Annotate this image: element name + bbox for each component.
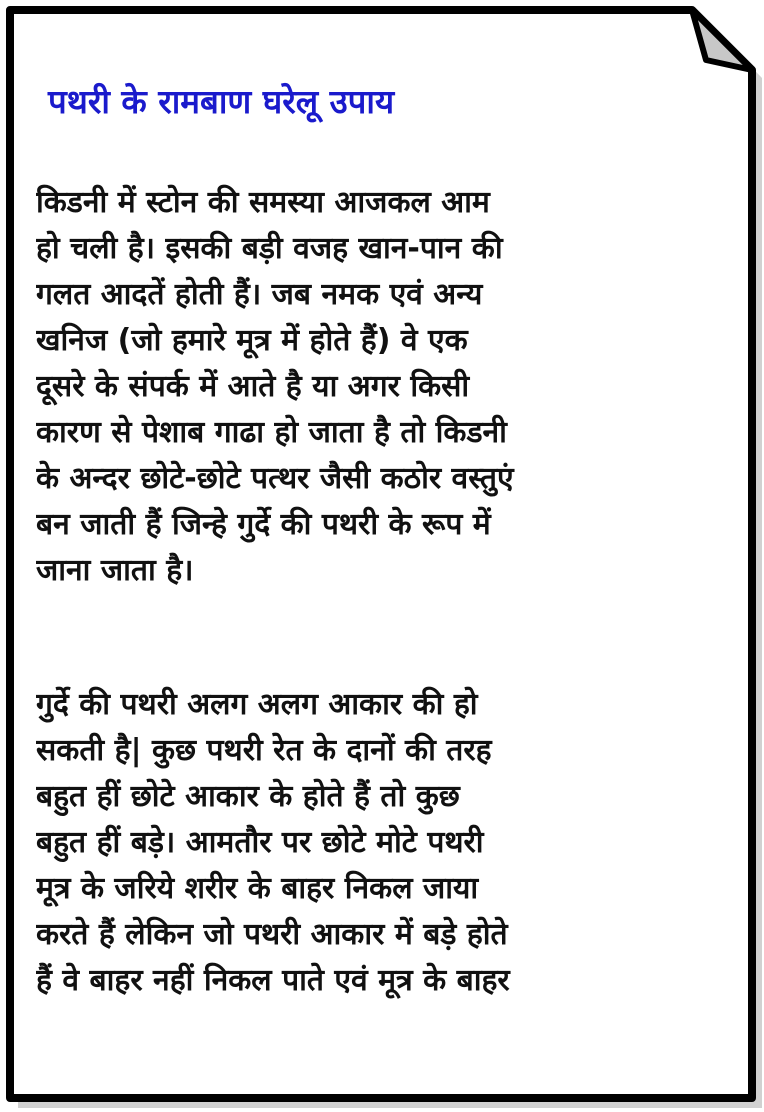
paragraph-2	[36, 682, 726, 1004]
text-line: के अन्दर छोटे-छोटे पत्थर जैसी कठोर वस्तुएं	[36, 461, 514, 496]
text-line: बन जाती हैं जिन्हे गुर्दे की पथरी के रूप में	[36, 507, 491, 542]
text-line: गलत आदतें होती हैं। जब नमक एवं अन्य	[36, 277, 483, 312]
text-line: करते हैं लेकिन जो पथरी आकार में बड़े होते	[36, 917, 508, 952]
text-line: बहुत हीं छोटे आकार के होते हैं तो कुछ	[36, 779, 460, 814]
paragraph-1	[36, 180, 726, 594]
text-line: दूसरे के संपर्क में आते है या अगर किसी	[36, 369, 470, 404]
text-line: कारण से पेशाब गाढा हो जाता है तो किडनी	[36, 415, 507, 450]
text-line: सकती है| कुछ पथरी रेत के दानों की तरह	[36, 733, 492, 768]
text-line: गुर्दे की पथरी अलग अलग आकार की हो	[36, 687, 478, 722]
text-line: खनिज (जो हमारे मूत्र में होते हैं) वे एक	[36, 323, 468, 358]
document-title: पथरी के रामबाण घरेलू उपाय	[48, 82, 395, 121]
text-line: हैं वे बाहर नहीं निकल पाते एवं मूत्र के बाहर	[36, 963, 510, 998]
text-line: हो चली है। इसकी बड़ी वजह खान-पान की	[36, 231, 503, 266]
text-line: किडनी में स्टोन की समस्या आजकल आम	[36, 185, 490, 220]
text-line: मूत्र के जरिये शरीर के बाहर निकल जाया	[36, 871, 479, 906]
text-line: बहुत हीं बड़े। आमतौर पर छोटे मोटे पथरी	[36, 825, 484, 860]
document-content	[36, 70, 726, 1004]
text-line: जाना जाता है।	[36, 553, 194, 588]
